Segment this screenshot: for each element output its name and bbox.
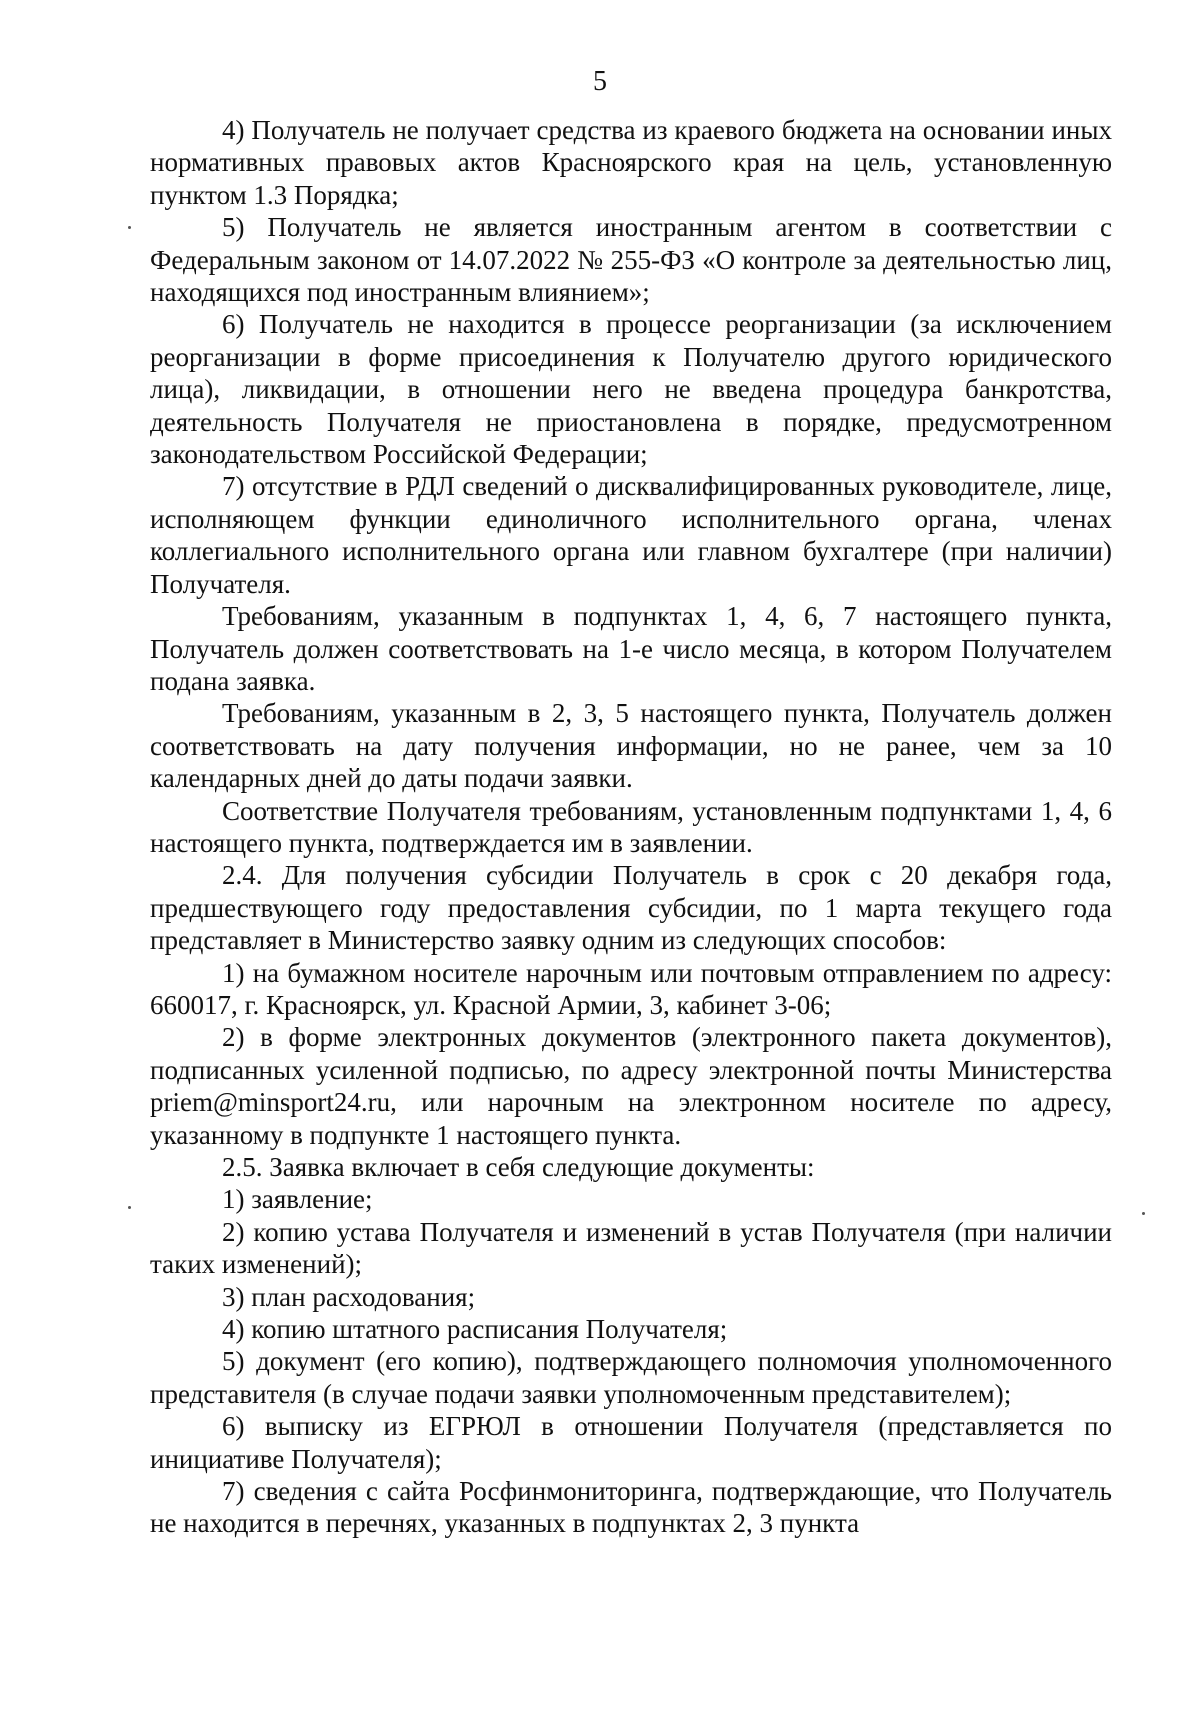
paragraph-doc-7: 7) сведения с сайта Росфинмониторинга, подтверждающие, что Получатель не находится в перечнях, указанных в подпунктах 2, 3 пункта [150, 1476, 1112, 1539]
paragraph-requirements-1: Требованиям, указанным в подпунктах 1, 4, 6, 7 настоящего пункта, Получатель должен соответствовать на 1-е число месяца, в котором Получателем подана заявка. [150, 601, 1112, 696]
scan-speck [128, 1206, 131, 1209]
paragraph-method-paper: 1) на бумажном носителе нарочным или почтовым отправлением по адресу: 660017, г. Красноярск, ул. Красной Армии, 3, кабинет 3-06; [150, 957, 1112, 1020]
paragraph-requirements-2: Требованиям, указанным в 2, 3, 5 настоящего пункта, Получатель должен соответствовать на дату получения информации, но не ранее, чем за 10 календарных дней до даты подачи заявки. [150, 698, 1112, 794]
paragraph-doc-2: 2) копию устава Получателя и изменений в устав Получателя (при наличии таких изменений); [150, 1216, 1112, 1280]
paragraph-doc-5: 5) документ (его копию), подтверждающего полномочия уполномоченного представителя (в случае подачи заявки уполномоченным представителем); [150, 1346, 1112, 1409]
paragraph-item-7: 7) отсутствие в РДЛ сведений о дисквалифицированных руководителе, лице, исполняющем функции единоличного исполнительного органа, членах коллегиального исполнительного органа или главном бухгалтере (при наличии) Получателя. [150, 471, 1112, 599]
paragraph-doc-3: 3) план расходования; [222, 1281, 476, 1312]
paragraph-item-4: 4) Получатель не получает средства из краевого бюджета на основании иных нормативных правовых актов Красноярского края на цель, установленную пунктом 1.3 Порядка; [150, 115, 1112, 210]
scan-speck [1142, 1212, 1145, 1215]
paragraph-item-5: 5) Получатель не является иностранным агентом в соответствии с Федеральным законом от 14.07.2022 № 255-ФЗ «О контроле за деятельностью лиц, находящихся под иностранным влиянием»; [150, 212, 1112, 308]
paragraph-doc-1: 1) заявление; [222, 1184, 373, 1215]
paragraph-clause-2-4: 2.4. Для получения субсидии Получатель в срок с 20 декабря года, предшествующего году предоставления субсидии, по 1 марта текущего года представляет в Министерство заявку одним из следующих способов: [150, 860, 1112, 956]
page-number: 5 [593, 66, 607, 97]
paragraph-doc-6: 6) выписку из ЕГРЮЛ в отношении Получателя (представляется по инициативе Получателя); [150, 1411, 1112, 1474]
scan-speck [128, 226, 131, 229]
paragraph-doc-4: 4) копию штатного расписания Получателя; [222, 1314, 728, 1345]
paragraph-clause-2-5: 2.5. Заявка включает в себя следующие документы: [222, 1152, 815, 1182]
paragraph-method-electronic: 2) в форме электронных документов (электронного пакета документов), подписанных усиленной подписью, по адресу электронной почты Министерства priem@minsport24.ru, или нарочным на электронном носителе по адресу, указанному в подпункте 1 настоящего пункта. [150, 1022, 1112, 1150]
document-body [150, 114, 1112, 1540]
paragraph-item-6: 6) Получатель не находится в процессе реорганизации (за исключением реорганизации в форме присоединения к Получателю другого юридического лица), ликвидации, в отношении него не введена процедура банкротства, деятельность Получателя не приостановлена в порядке, предусмотренном законодательством Российской Федерации; [150, 309, 1112, 470]
paragraph-compliance: Соответствие Получателя требованиям, установленным подпунктами 1, 4, 6 настоящего пункта, подтверждается им в заявлении. [150, 795, 1112, 858]
